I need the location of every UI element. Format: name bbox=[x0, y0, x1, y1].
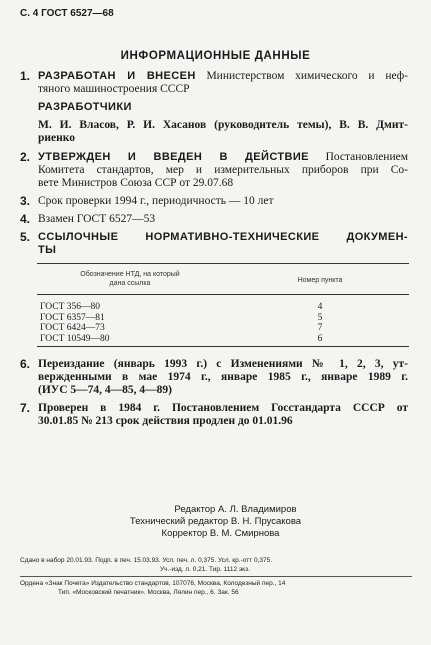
credits bbox=[0, 504, 431, 540]
item-1-text: Министерством химического и неф- bbox=[206, 70, 408, 82]
table-bottom-rule bbox=[37, 346, 409, 347]
item-7-number: 7. bbox=[20, 401, 31, 415]
table-header-rule bbox=[37, 294, 409, 295]
item-7-line2: 30.01.85 № 213 срок действия продлен до 01.01.96 bbox=[38, 415, 293, 427]
item-5-line2: ТЫ bbox=[38, 244, 57, 256]
section-title: ИНФОРМАЦИОННЫЕ ДАННЫЕ bbox=[120, 50, 311, 62]
item-1-caps: РАЗРАБОТАН И ВНЕСЕН bbox=[38, 70, 196, 82]
table-top-rule bbox=[37, 263, 409, 264]
table-row: ГОСТ 356—80 4 bbox=[40, 302, 323, 312]
footer-line-1: Ордена «Знак Почета» Издательство стандартов, 107076, Москва, Колодезный пер., 14 bbox=[20, 580, 286, 587]
item-6-line3: (ИУС 5—74, 4—85, 4—89) bbox=[38, 384, 172, 396]
item-2 bbox=[20, 150, 408, 190]
developers-heading: РАЗРАБОТЧИКИ bbox=[38, 101, 132, 113]
item-6-line2: вержденными в мае 1974 г., январе 1985 г., январе 1989 г. bbox=[38, 371, 408, 383]
item-6 bbox=[20, 357, 408, 397]
proofreader-credit: Корректор В. М. Смирнова bbox=[161, 528, 280, 539]
item-5-line1: ССЫЛОЧНЫЕ НОРМАТИВНО-ТЕХНИЧЕСКИЕ ДОКУМЕН- bbox=[38, 231, 408, 243]
item-7-line1: Проверен в 1984 г. Постановлением Госстандарта СССР от bbox=[38, 402, 408, 414]
tech-editor-credit: Технический редактор В. Н. Прусакова bbox=[129, 516, 302, 527]
item-3-text: Срок проверки 1994 г., периодичность — 10 лет bbox=[38, 195, 274, 207]
footer-line-2: Тип. «Московский печатник». Москва, Лялин пер., 6. Зак. 56 bbox=[58, 589, 239, 596]
item-5-number: 5. bbox=[20, 230, 31, 244]
developers-line-2: риенко bbox=[38, 132, 75, 144]
table-body bbox=[40, 302, 380, 344]
table-row: ГОСТ 6424—73 7 bbox=[40, 323, 323, 333]
editor-credit: Редактор А. Л. Владимиров bbox=[174, 504, 297, 515]
item-4 bbox=[20, 212, 156, 226]
item-1-number: 1. bbox=[20, 69, 31, 83]
imprint-line-1: Сдано в набор 20.01.93. Подп. в печ. 15.03.93. Усл. печ. л. 0,375. Усл. кр.-отт 0,375. bbox=[20, 557, 273, 564]
item-3 bbox=[20, 194, 274, 208]
imprint-rule bbox=[20, 576, 412, 577]
developers-line-1: М. И. Власов, Р. И. Хасанов (руководитель темы), В. В. Дмит- bbox=[38, 119, 408, 131]
item-6-line1: Переиздание (январь 1993 г.) с Изменениями № 1, 2, 3, ут- bbox=[38, 358, 408, 370]
item-5 bbox=[20, 230, 408, 257]
item-2-line2: Комитета стандартов, мер и измерительных приборов при Со- bbox=[38, 164, 408, 176]
item-6-number: 6. bbox=[20, 357, 31, 371]
item-3-number: 3. bbox=[20, 194, 31, 208]
table-col2-header: Номер пункта bbox=[297, 277, 343, 284]
item-1 bbox=[20, 69, 408, 96]
item-2-text: Постановлением bbox=[325, 151, 408, 163]
item-2-number: 2. bbox=[20, 150, 31, 164]
page-header: С. 4 ГОСТ 6527—68 bbox=[20, 8, 114, 19]
item-2-line3: вете Министров Союза ССР от 29.07.68 bbox=[38, 177, 234, 189]
item-7 bbox=[20, 401, 408, 428]
item-4-number: 4. bbox=[20, 212, 31, 226]
item-1-line2: тяного машиностроения СССР bbox=[38, 83, 190, 95]
table-row: ГОСТ 10549—80 6 bbox=[40, 333, 323, 344]
item-2-caps: УТВЕРЖДЕН И ВВЕДЕН В ДЕЙСТВИЕ bbox=[38, 151, 309, 163]
developers-list bbox=[38, 119, 408, 145]
item-4-text: Взамен ГОСТ 6527—53 bbox=[38, 213, 156, 225]
table-row: ГОСТ 6357—81 5 bbox=[40, 312, 323, 323]
imprint-line-2: Уч.-изд. л. 0,21. Тир. 1112 экз. bbox=[160, 566, 250, 573]
table-col1-header: Обозначение НТД, на который дана ссылка bbox=[80, 271, 180, 287]
